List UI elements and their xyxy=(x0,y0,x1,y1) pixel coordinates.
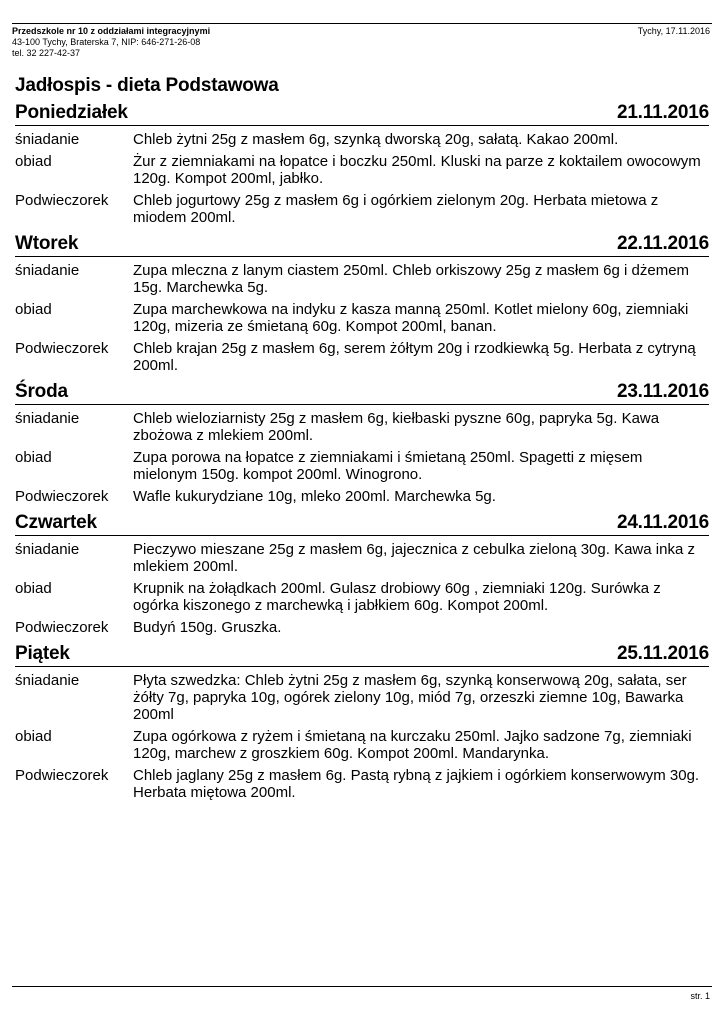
day-thursday xyxy=(15,508,709,636)
meal-row xyxy=(15,340,709,374)
meal-row xyxy=(15,410,709,444)
meal-label: Podwieczorek xyxy=(15,767,109,784)
meal-label: obiad xyxy=(15,728,52,745)
meal-label: Podwieczorek xyxy=(15,340,109,357)
day-tuesday xyxy=(15,229,709,374)
menu-days xyxy=(15,98,709,804)
meal-description: Krupnik na żołądkach 200ml. Gulasz drobiowy 60g , ziemniaki 120g. Surówka z ogórka kiszonego z marchewką i jabłkiem 60g. Kompot 200ml. xyxy=(133,580,661,614)
meal-description: Chleb wieloziarnisty 25g z masłem 6g, kiełbaski pyszne 60g, papryka 5g. Kawa zbożowa z mlekiem 200ml. xyxy=(133,410,660,444)
meal-description: Chleb krajan 25g z masłem 6g, serem żółtym 20g i rzodkiewką 5g. Herbata z cytryną 200ml. xyxy=(133,340,696,374)
day-date: 23.11.2016 xyxy=(616,381,709,402)
meal-row xyxy=(15,262,709,296)
footer-rule xyxy=(12,986,712,987)
day-header xyxy=(15,377,709,405)
header-rule xyxy=(12,23,712,24)
meal-label: obiad xyxy=(15,449,52,466)
meal-label: Podwieczorek xyxy=(15,488,109,505)
day-header xyxy=(15,639,709,667)
day-date: 25.11.2016 xyxy=(616,643,709,664)
day-header xyxy=(15,98,709,126)
day-date: 22.11.2016 xyxy=(616,233,709,254)
meal-description: Zupa marchewkowa na indyku z kasza manną 250ml. Kotlet mielony 60g, ziemniaki 120g, mizeria ze śmietaną 60g. Kompot 200ml, banan. xyxy=(133,301,689,335)
meal-label: śniadanie xyxy=(15,262,80,279)
day-date: 24.11.2016 xyxy=(616,512,709,533)
meal-label: śniadanie xyxy=(15,410,80,427)
meal-row xyxy=(15,541,709,575)
page-number: str. 1 xyxy=(690,991,710,1001)
meal-description: Pieczywo mieszane 25g z masłem 6g, jajecznica z cebulka zieloną 30g. Kawa inka z mlekiem 200ml. xyxy=(133,541,695,575)
meal-row xyxy=(15,580,709,614)
meal-row xyxy=(15,619,709,636)
day-name: Środa xyxy=(15,381,68,402)
day-name: Czwartek xyxy=(15,512,97,533)
meal-row xyxy=(15,153,709,187)
meal-description: Chleb jaglany 25g z masłem 6g. Pastą rybną z jajkiem i ogórkiem konserwowym 30g. Herbata miętowa 200ml. xyxy=(133,767,700,801)
institution-phone: tel. 32 227-42-37 xyxy=(12,48,81,58)
meal-row xyxy=(15,301,709,335)
meal-description: Wafle kukurydziane 10g, mleko 200ml. Marchewka 5g. xyxy=(133,488,496,505)
meal-row xyxy=(15,449,709,483)
meal-description: Zupa ogórkowa z ryżem i śmietaną na kurczaku 250ml. Jajko sadzone 7g, ziemniaki 120g, marchew z groszkiem 60g. Kompot 200ml. Mandarynka. xyxy=(133,728,692,762)
day-monday xyxy=(15,98,709,226)
meal-description: Płyta szwedzka: Chleb żytni 25g z masłem 6g, szynką konserwową 20g, sałata, ser żółty 7g, papryka 10g, ogórek zielony 10g, miód 7g, orzeszki ziemne 10g, Bawarka 200ml xyxy=(133,672,687,723)
meal-row xyxy=(15,767,709,801)
day-header xyxy=(15,229,709,257)
day-name: Wtorek xyxy=(15,233,79,254)
place-date: Tychy, 17.11.2016 xyxy=(637,26,710,36)
meal-row xyxy=(15,488,709,505)
day-friday xyxy=(15,639,709,801)
meal-description: Budyń 150g. Gruszka. xyxy=(133,619,282,636)
meal-description: Zupa porowa na łopatce z ziemniakami i śmietaną 250ml. Spagetti z mięsem mielonym 150g. kompot 200ml. Winogrono. xyxy=(133,449,643,483)
day-name: Piątek xyxy=(15,643,70,664)
institution-address: 43-100 Tychy, Braterska 7, NIP: 646-271-26-08 xyxy=(12,37,201,47)
meal-description: Żur z ziemniakami na łopatce i boczku 250ml. Kluski na parze z koktailem owocowym 120g. Kompot 200ml, jabłko. xyxy=(133,153,701,187)
header-block xyxy=(12,26,210,59)
meal-row xyxy=(15,728,709,762)
meal-description: Zupa mleczna z lanym ciastem 250ml. Chleb orkiszowy 25g z masłem 6g i dżemem 15g. Marchewka 5g. xyxy=(133,262,690,296)
day-wednesday xyxy=(15,377,709,505)
day-header xyxy=(15,508,709,536)
meal-label: śniadanie xyxy=(15,131,80,148)
meal-label: śniadanie xyxy=(15,541,80,558)
meal-label: obiad xyxy=(15,153,52,170)
meal-label: Podwieczorek xyxy=(15,192,109,209)
meal-description: Chleb żytni 25g z masłem 6g, szynką dworską 20g, sałatą. Kakao 200ml. xyxy=(133,131,619,148)
meal-label: obiad xyxy=(15,301,52,318)
meal-row xyxy=(15,192,709,226)
institution-name: Przedszkole nr 10 z oddziałami integracyjnymi xyxy=(12,26,211,36)
page-title: Jadłospis - dieta Podstawowa xyxy=(15,75,279,96)
meal-description: Chleb jogurtowy 25g z masłem 6g i ogórkiem zielonym 20g. Herbata mietowa z miodem 200ml. xyxy=(133,192,659,226)
meal-label: Podwieczorek xyxy=(15,619,109,636)
meal-row xyxy=(15,131,709,148)
day-name: Poniedziałek xyxy=(15,102,128,123)
meal-label: obiad xyxy=(15,580,52,597)
meal-label: śniadanie xyxy=(15,672,80,689)
day-date: 21.11.2016 xyxy=(616,102,709,123)
meal-row xyxy=(15,672,709,723)
